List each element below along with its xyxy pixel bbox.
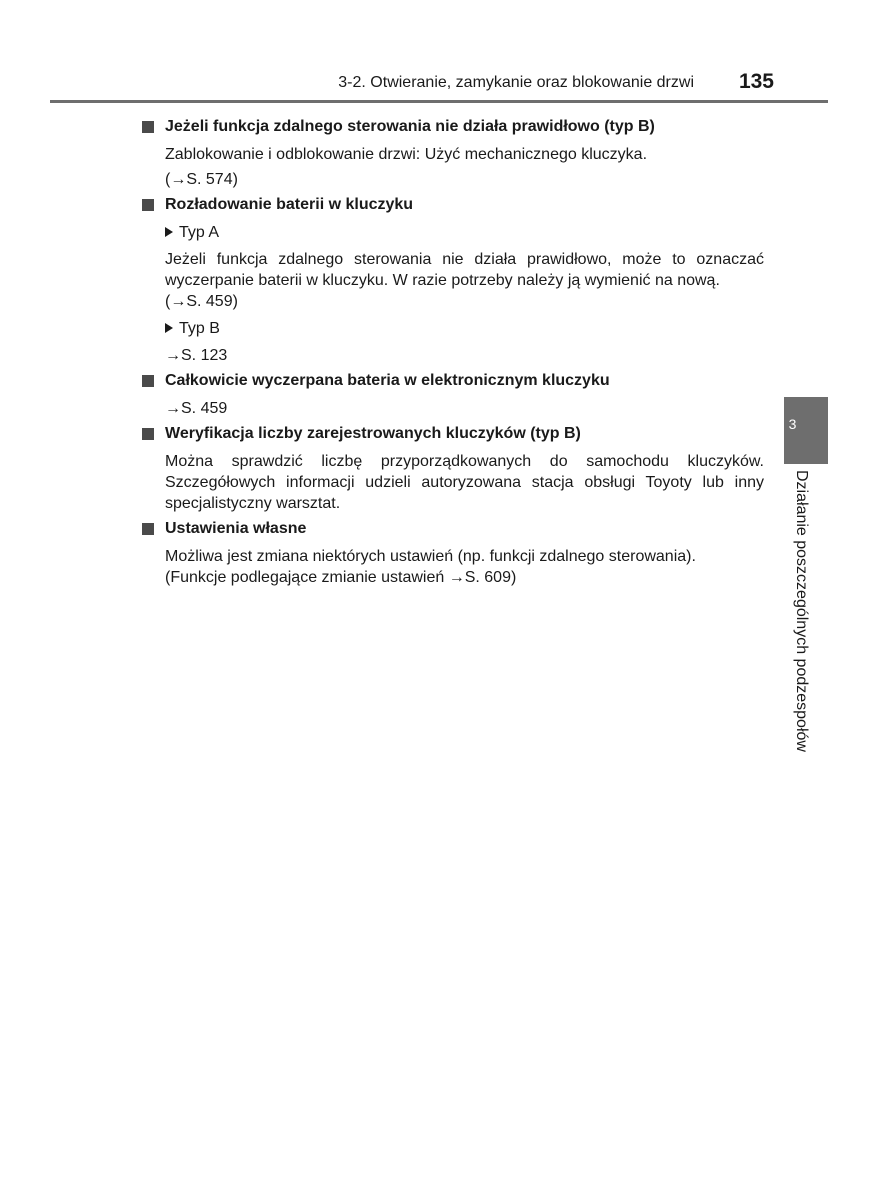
section-remote-not-working	[142, 116, 764, 190]
square-bullet-icon	[142, 375, 154, 387]
page-reference: (Funkcje podlegające zmianie ustawień →S. 609)	[165, 569, 517, 586]
section-heading: Ustawienia własne	[142, 518, 764, 540]
square-bullet-icon	[142, 428, 154, 440]
chapter-tab	[784, 397, 828, 464]
square-bullet-icon	[142, 523, 154, 535]
subtype-label: Typ B	[142, 318, 764, 339]
section-battery-discharge	[142, 194, 764, 366]
page-reference: →S. 123	[165, 347, 228, 364]
chapter-label: Działanie poszczególnych podzespołów	[793, 470, 810, 752]
page-reference: (→S. 574)	[165, 171, 238, 188]
section-heading: Weryfikacja liczby zarejestrowanych kluczyków (typ B)	[142, 423, 764, 445]
square-bullet-icon	[142, 199, 154, 211]
section-heading: Jeżeli funkcja zdalnego sterowania nie działa prawidłowo (typ B)	[142, 116, 764, 138]
triangle-bullet-icon	[165, 227, 173, 237]
paragraph: Jeżeli funkcja zdalnego sterowania nie działa prawidłowo, może to oznaczać wyczerpanie baterii w kluczyku. W razie potrzeby należy ją wymienić na nową.	[165, 251, 764, 289]
chapter-number: 3	[788, 416, 797, 432]
header-divider	[50, 100, 828, 103]
square-bullet-icon	[142, 121, 154, 133]
page-number: 135	[738, 70, 774, 93]
section-custom-settings	[142, 518, 764, 588]
section-title: 3-2. Otwieranie, zamykanie oraz blokowanie drzwi	[338, 74, 694, 91]
paragraph: Możliwa jest zmiana niektórych ustawień (np. funkcji zdalnego sterowania).	[165, 548, 696, 565]
paragraph: Zablokowanie i odblokowanie drzwi: Użyć mechanicznego kluczyka.	[165, 146, 648, 163]
page-reference: →S. 459	[165, 400, 228, 417]
section-depleted-battery	[142, 370, 764, 419]
subtype-label: Typ A	[142, 222, 764, 243]
section-heading: Całkowicie wyczerpana bateria w elektronicznym kluczyku	[142, 370, 764, 392]
triangle-bullet-icon	[165, 323, 173, 333]
page-content	[142, 112, 764, 588]
section-key-verification	[142, 423, 764, 514]
page-reference: (→S. 459)	[165, 293, 238, 310]
paragraph: Można sprawdzić liczbę przyporządkowanych do samochodu kluczyków. Szczegółowych informacji udzieli autoryzowana stacja obsługi Toyoty lub inny specjalistyczny warsztat.	[165, 453, 764, 512]
section-heading: Rozładowanie baterii w kluczyku	[142, 194, 764, 216]
